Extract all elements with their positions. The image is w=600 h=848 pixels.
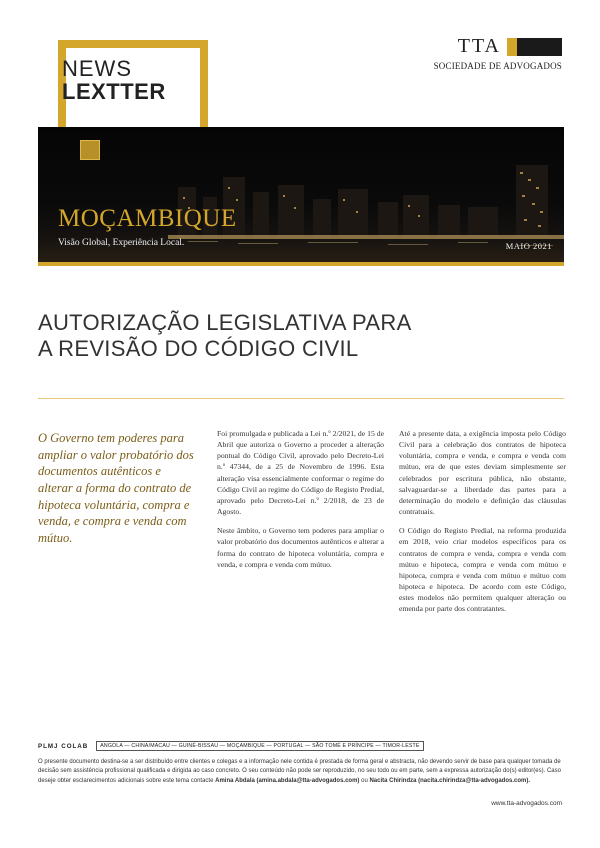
logo-subtitle: SOCIEDADE DE ADVOGADOS xyxy=(433,61,562,71)
contact-nacita[interactable]: Nacita Chirindza (nacita.chirindza@tta-advogados.com). xyxy=(369,777,530,784)
banner-divider xyxy=(38,262,564,266)
gold-square-icon xyxy=(80,140,100,160)
pull-quote: O Governo tem poderes para ampliar o valor probatório dos documentos autênticos e alterar a forma do contrato de hipoteca voluntária, compra e venda, e compra e venda com mútuo. xyxy=(38,431,194,545)
paragraph: O Código do Registo Predial, na reforma produzida em 2018, veio criar modelos específicos para os contratos de compra e venda, compra e venda com mútuo e hipoteca, compra e venda com mútuo e hipoteca, compra e venda com mútuo e mútuo com hipoteca e hipoteca. De acordo com este Código, estes modelos não permitem qualquer alteração ou emenda por parte dos contratantes. xyxy=(399,526,566,614)
article-column-1 xyxy=(217,428,384,578)
website-link[interactable]: www.tta-advogados.com xyxy=(491,800,562,807)
headline-line-1: AUTORIZAÇÃO LEGISLATIVA PARA xyxy=(38,310,412,335)
headline-line-2: A REVISÃO DO CÓDIGO CIVIL xyxy=(38,336,359,362)
countries-list: ANGOLA — CHINA/MACAU — GUINÉ-BISSAU — MOÇAMBIQUE — PORTUGAL — SÃO TOMÉ E PRÍNCIPE — TIMOR-LESTE xyxy=(96,741,423,751)
article-column-2 xyxy=(399,428,566,623)
article-headline xyxy=(38,310,558,363)
paragraph: Até a presente data, a exigência imposta pelo Código Civil para a celebração dos contratos de hipoteca voluntária, compra e venda, e compra e venda com mútuo, era de que estes deviam simplesmente ser celebrados por escritura pública, não obstante, salvaguardar-se a liberdade das partes para a determinação do modelo e definição das cláusulas contratuais. xyxy=(399,429,566,517)
footer-network xyxy=(38,741,564,751)
disclaimer-join: ou xyxy=(359,777,370,784)
newsletter-title xyxy=(62,58,166,103)
logo-bar-icon xyxy=(507,38,562,56)
network-label: PLMJ COLAB xyxy=(38,742,89,750)
logo-text: TTA xyxy=(457,35,501,57)
tta-logo xyxy=(434,35,562,71)
contact-amina[interactable]: Amina Abdala (amina.abdala@tta-advogados.com) xyxy=(215,777,360,784)
headline-rule xyxy=(38,398,564,399)
paragraph: Neste âmbito, o Governo tem poderes para ampliar o valor probatório dos documentos autênticos e alterar a forma do contrato de hipoteca voluntária, compra e venda, e compra e venda com mútuo. xyxy=(217,526,384,569)
paragraph: Foi promulgada e publicada a Lei n.º 2/2021, de 15 de Abril que autoriza o Governo a proceder a alteração pontual do Código Civil, aprovado pelo Decreto-Lei n.º 47344, de a 25 de Novembro de 1996. Esta alteração visa essencialmente conformar o regime do Código Civil ao regime do Código de Registo Predial, aprovado pelo Decreto-Lei n.º 2/2018, de 23 de Agosto. xyxy=(217,429,384,517)
issue-date: MAIO 2021 xyxy=(505,241,552,251)
lexter-label: LEXTTER xyxy=(62,79,166,104)
country-title: MOÇAMBIQUE xyxy=(58,205,237,232)
disclaimer xyxy=(38,758,564,786)
disclaimer-text: O presente documento destina-se a ser distribuído entre clientes e colegas e a informação nele contida é prestada de forma geral e abstracta, não devendo servir de base para qualquer tomada de decisão sem assistência profissional qualificada e dirigida ao caso concreto. O seu conteúdo não pode ser reproduzido, no seu todo ou em parte, sem a expressa autorização do(s) editor(es). Caso deseje obter esclarecimentos adicionais sobre este tema contacte xyxy=(38,759,561,784)
news-label: NEWS xyxy=(62,56,132,81)
tagline: Visão Global, Experiência Local. xyxy=(58,238,185,248)
